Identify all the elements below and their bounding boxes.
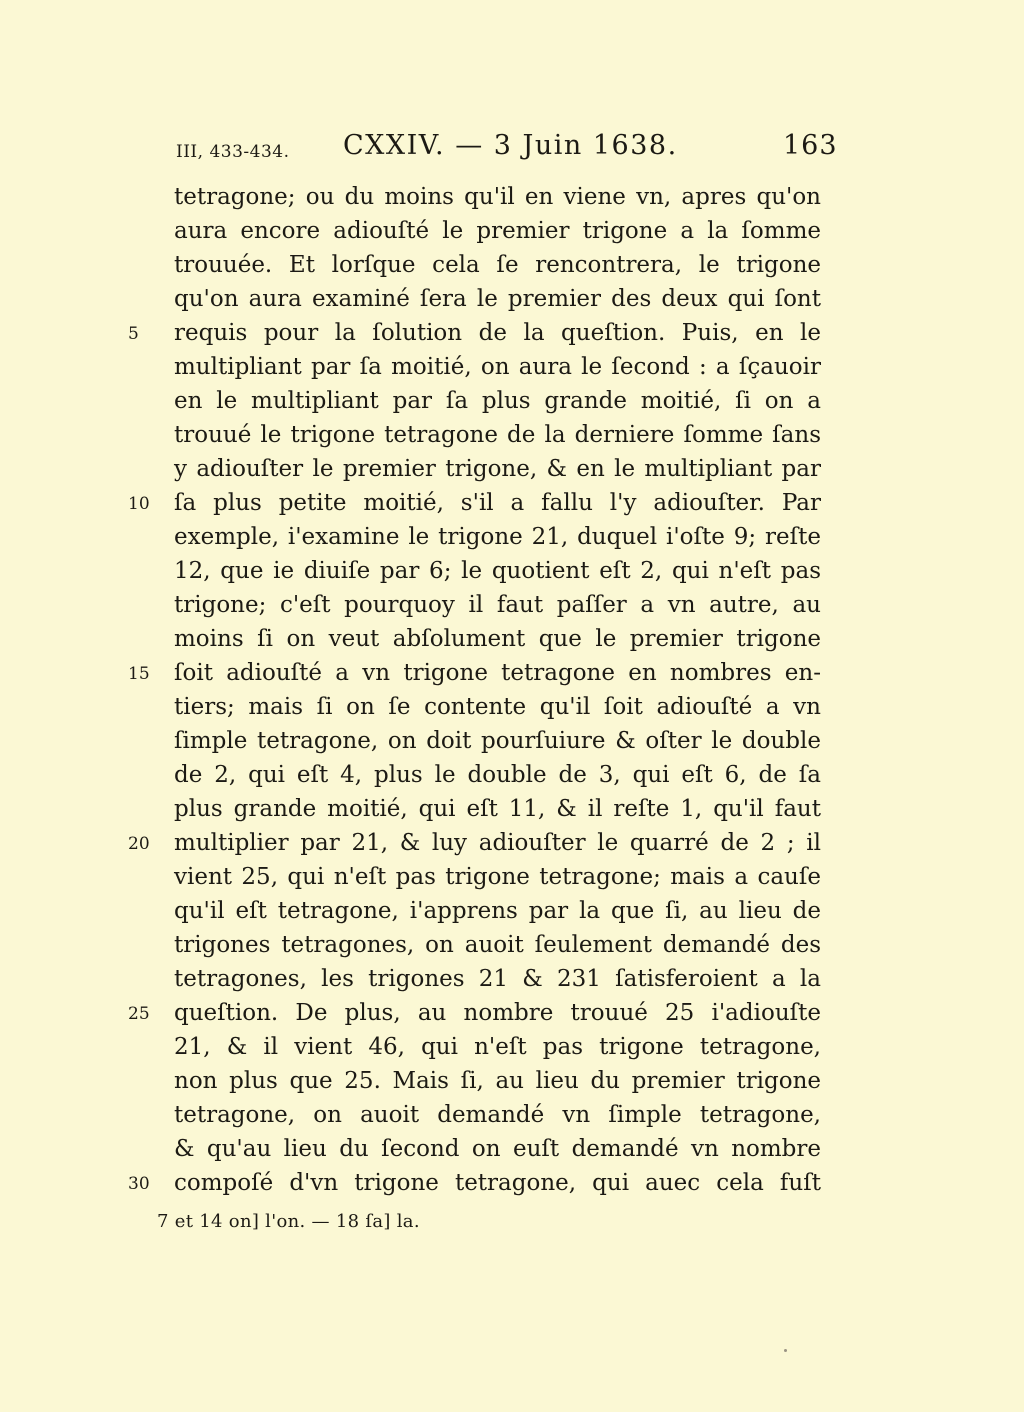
text-line: requis pour la ſolution de la queſtion. Puis, en le	[174, 320, 821, 346]
text-line: ſoit adiouſté a vn trigone tetragone en nombres en-	[174, 660, 821, 686]
text-line: qu'il eſt tetragone, i'apprens par la que ſi, au lieu de	[174, 898, 821, 924]
text-line: tetragones, les trigones 21 & 231 ſatisferoient a la	[174, 966, 821, 992]
text-line: de 2, qui eſt 4, plus le double de 3, qui eſt 6, de ſa	[174, 762, 821, 788]
text-line: vient 25, qui n'eſt pas trigone tetragone; mais a cauſe	[174, 864, 821, 890]
text-line: ſa plus petite moitié, s'il a fallu l'y adiouſter. Par	[174, 490, 821, 516]
letter-title: CXXIV. — 3 Juin 1638.	[343, 130, 678, 161]
paper-speck	[784, 1349, 787, 1352]
page-header	[0, 130, 1024, 170]
text-line: en le multipliant par ſa plus grande moitié, ſi on a	[174, 388, 821, 414]
text-line: y adiouſter le premier trigone, & en le multipliant par	[174, 456, 821, 482]
text-line: & qu'au lieu du ſecond on euſt demandé vn nombre	[174, 1136, 821, 1162]
text-line: trouué le trigone tetragone de la derniere ſomme ſans	[174, 422, 821, 448]
line-number: 15	[128, 664, 150, 684]
text-line: queſtion. De plus, au nombre trouué 25 i'adiouſte	[174, 1000, 821, 1026]
text-line: tiers; mais ſi on ſe contente qu'il ſoit adiouſté a vn	[174, 694, 821, 720]
text-line: tetragone; ou du moins qu'il en viene vn, apres qu'on	[174, 184, 821, 210]
text-line: compoſé d'vn trigone tetragone, qui auec cela fuſt	[174, 1170, 821, 1196]
text-line: qu'on aura examiné ſera le premier des deux qui ſont	[174, 286, 821, 312]
text-line: non plus que 25. Mais ſi, au lieu du premier trigone	[174, 1068, 821, 1094]
text-line: exemple, i'examine le trigone 21, duquel i'oſte 9; reſte	[174, 524, 821, 550]
text-line: 12, que ie diuiſe par 6; le quotient eſt 2, qui n'eſt pas	[174, 558, 821, 584]
line-number: 5	[128, 324, 139, 344]
text-line: trouuée. Et lorſque cela ſe rencontrera, le trigone	[174, 252, 821, 278]
footnote: 7 et 14 on] l'on. — 18 ſa] la.	[157, 1211, 420, 1232]
text-line: multiplier par 21, & luy adiouſter le quarré de 2 ; il	[174, 830, 821, 856]
line-number: 10	[128, 494, 150, 514]
text-line: trigone; c'eſt pourquoy il faut paſſer a vn autre, au	[174, 592, 821, 618]
text-line: aura encore adiouſté le premier trigone a la ſomme	[174, 218, 821, 244]
line-number: 25	[128, 1004, 150, 1024]
text-line: moins ſi on veut abſolument que le premier trigone	[174, 626, 821, 652]
line-number: 30	[128, 1174, 150, 1194]
text-line: ſimple tetragone, on doit pourſuiure & oſter le double	[174, 728, 821, 754]
text-line: multipliant par ſa moitié, on aura le ſecond : a ſçauoir	[174, 354, 821, 380]
volume-reference: III, 433-434.	[176, 142, 290, 162]
text-line: 21, & il vient 46, qui n'eſt pas trigone tetragone,	[174, 1034, 821, 1060]
text-line: plus grande moitié, qui eſt 11, & il reſte 1, qu'il faut	[174, 796, 821, 822]
text-line: tetragone, on auoit demandé vn ſimple tetragone,	[174, 1102, 821, 1128]
text-line: trigones tetragones, on auoit ſeulement demandé des	[174, 932, 821, 958]
page-number: 163	[783, 130, 838, 161]
line-number: 20	[128, 834, 150, 854]
